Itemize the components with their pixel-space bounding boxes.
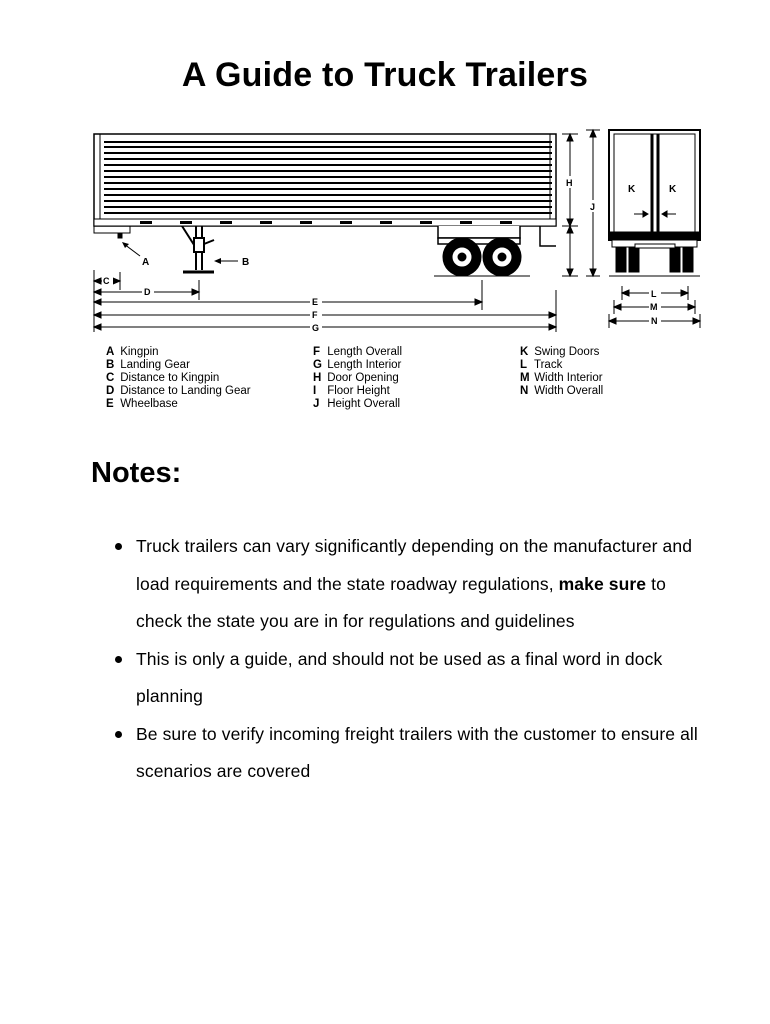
legend-item: B Landing Gear: [106, 359, 190, 371]
legend-item: C Distance to Kingpin: [106, 372, 220, 384]
bullet-icon: [115, 731, 122, 738]
legend-item: E Wheelbase: [106, 398, 178, 410]
note-item: Truck trailers can vary significantly depending on the manufacturer and load requirements and the state roadway regulations, make sure to check the state you are in for regulations and guidelines: [110, 528, 710, 641]
dimension-g: [94, 321, 556, 333]
callout-k-left: K: [628, 184, 636, 195]
trailer-rear-view: [609, 130, 700, 276]
legend-item: L Track: [520, 359, 563, 371]
dimension-n: [609, 314, 700, 328]
legend-item: D Distance to Landing Gear: [106, 385, 251, 397]
dimension-i: [562, 226, 578, 276]
svg-text:C: C: [103, 276, 110, 286]
dimension-l: [622, 286, 688, 300]
bullet-icon: [115, 656, 122, 663]
legend-item: M Width Interior: [520, 372, 603, 384]
svg-text:F: F: [312, 310, 318, 320]
callout-a: [122, 242, 149, 268]
svg-text:H: H: [566, 178, 573, 188]
legend-item: J Height Overall: [313, 398, 401, 410]
svg-text:B: B: [242, 257, 250, 268]
dimension-d: [94, 286, 199, 298]
legend-item: K Swing Doors: [520, 346, 600, 358]
legend-column-2: [313, 346, 402, 411]
notes-list: [110, 528, 710, 791]
notes-heading: Notes:: [91, 457, 182, 489]
callout-b: [214, 257, 249, 268]
bullet-icon: [115, 543, 122, 550]
legend-column-1: [106, 346, 251, 411]
legend-item: H Door Opening: [313, 372, 399, 384]
dimension-h: [562, 134, 578, 226]
trailer-diagram: [0, 120, 770, 340]
landing-gear: [182, 226, 214, 272]
legend-item: F Length Overall: [313, 346, 402, 358]
legend-item: G Length Interior: [313, 359, 402, 371]
callout-k-right: K: [669, 184, 677, 195]
note-item: This is only a guide, and should not be used as a final word in dock planning: [110, 641, 710, 716]
svg-text:L: L: [651, 289, 657, 299]
svg-text:G: G: [312, 323, 320, 333]
page-title: A Guide to Truck Trailers: [181, 56, 589, 94]
legend-item: I Floor Height: [313, 385, 390, 397]
dimension-m: [614, 300, 695, 314]
legend-item: A Kingpin: [106, 346, 159, 358]
svg-text:J: J: [590, 202, 596, 212]
trailer-side-view: [94, 134, 556, 276]
legend-column-3: [520, 346, 603, 398]
note-item: Be sure to verify incoming freight trailers with the customer to ensure all scenarios are covered: [110, 716, 710, 791]
dimension-j: [586, 130, 600, 276]
dimension-c: [94, 275, 120, 287]
legend-item: N Width Overall: [520, 385, 604, 397]
svg-text:D: D: [144, 287, 151, 297]
svg-text:E: E: [312, 297, 319, 307]
svg-text:M: M: [650, 302, 658, 312]
svg-text:N: N: [651, 316, 658, 326]
dimension-f: [94, 309, 556, 321]
svg-text:A: A: [142, 257, 150, 268]
